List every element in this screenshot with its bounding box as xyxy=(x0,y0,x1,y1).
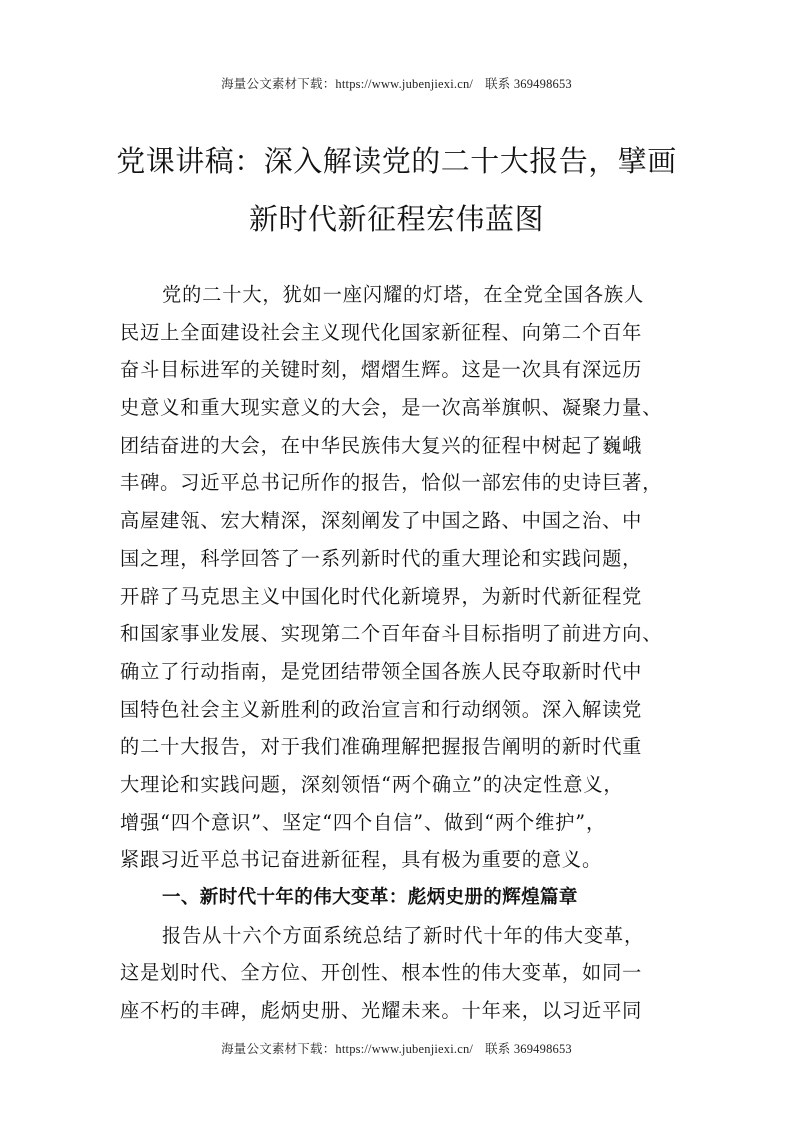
page-header xyxy=(0,74,793,92)
paragraph-line: 丰碑。习近平总书记所作的报告，恰似一部宏伟的史诗巨著， xyxy=(120,471,663,495)
paragraph-line: 和国家事业发展、实现第二个百年奋斗目标指明了前进方向、 xyxy=(120,622,663,646)
footer-contact: 联系 369498653 xyxy=(485,1042,572,1056)
section-heading: 一、新时代十年的伟大变革：彪炳史册的辉煌篇章 xyxy=(162,887,578,908)
paragraph-line: 大理论和实践问题，深刻领悟“两个确立”的决定性意义， xyxy=(120,772,624,796)
paragraph-line: 国之理，科学回答了一系列新时代的重大理论和实践问题， xyxy=(120,546,643,570)
header-contact: 联系 369498653 xyxy=(485,77,572,91)
paragraph-line: 史意义和重大现实意义的大会，是一次高举旗帜、凝聚力量、 xyxy=(120,396,663,420)
paragraph-line: 报告从十六个方面系统总结了新时代十年的伟大变革， xyxy=(162,923,645,947)
paragraph-line: 民迈上全面建设社会主义现代化国家新征程、向第二个百年 xyxy=(120,320,643,344)
paragraph-line: 国特色社会主义新胜利的政治宣言和行动纲领。深入解读党 xyxy=(120,697,643,721)
paragraph-line: 团结奋进的大会，在中华民族伟大复兴的征程中树起了巍峨 xyxy=(120,433,643,457)
header-source-link[interactable]: 海量公文素材下载：https://www.jubenjiexi.cn/ xyxy=(221,77,474,91)
paragraph-line: 奋斗目标进军的关键时刻，熠熠生辉。这是一次具有深远历 xyxy=(120,358,643,382)
paragraph-line: 这是划时代、全方位、开创性、根本性的伟大变革，如同一 xyxy=(120,961,643,985)
title-line-2: 新时代新征程宏伟蓝图 xyxy=(248,202,544,236)
paragraph-line: 确立了行动指南，是党团结带领全国各族人民夺取新时代中 xyxy=(120,659,643,683)
paragraph-line: 增强“四个意识”、坚定“四个自信”、做到“两个维护”， xyxy=(120,810,607,834)
paragraph-line: 紧跟习近平总书记奋进新征程，具有极为重要的意义。 xyxy=(120,848,603,872)
paragraph-line: 党的二十大，犹如一座闪耀的灯塔，在全党全国各族人 xyxy=(162,283,645,306)
title-line-1: 党课讲稿：深入解读党的二十大报告，擘画 xyxy=(116,144,677,178)
paragraph-line: 的二十大报告，对于我们准确理解把握报告阐明的新时代重 xyxy=(120,735,643,759)
paragraph-line: 座不朽的丰碑，彪炳史册、光耀未来。十年来，以习近平同 xyxy=(120,999,643,1023)
page-footer xyxy=(0,1039,793,1057)
document-title xyxy=(100,132,693,248)
paragraph-line: 高屋建瓴、宏大精深，深刻阐发了中国之路、中国之治、中 xyxy=(120,509,643,533)
document-body xyxy=(120,276,680,1030)
paragraph-line: 开辟了马克思主义中国化时代化新境界，为新时代新征程党 xyxy=(120,584,643,608)
footer-source-link[interactable]: 海量公文素材下载：https://www.jubenjiexi.cn/ xyxy=(221,1042,474,1056)
